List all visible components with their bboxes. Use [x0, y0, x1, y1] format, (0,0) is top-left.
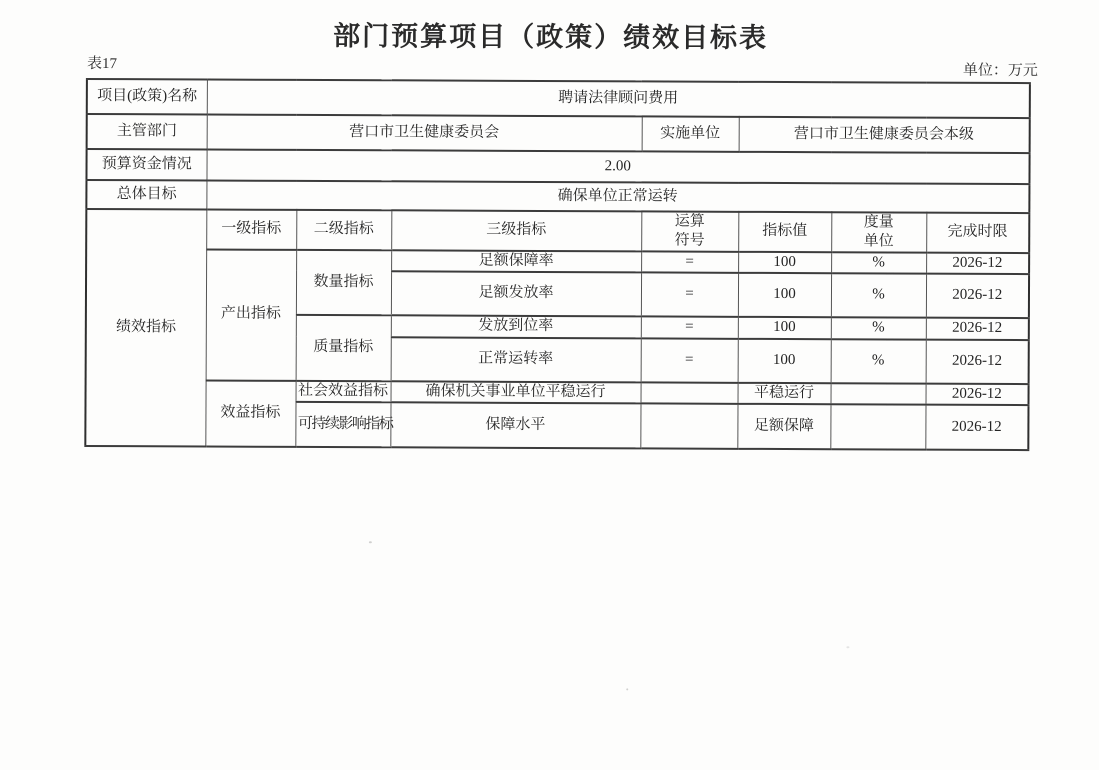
table-row: [86, 379, 1029, 405]
header-operator-line2: 符号: [674, 232, 705, 249]
cell-deadline: 2026-12: [926, 252, 1029, 274]
header-operator-line1: 运算: [674, 213, 705, 230]
cell-deadline: 2026-12: [926, 339, 1029, 383]
cell-indicator-value: 100: [738, 273, 831, 317]
cell-level1-benefit: 效益指标: [205, 380, 295, 447]
unit-note: 单位：万元: [962, 62, 1038, 80]
value-overall-goal: 确保单位正常运转: [206, 181, 1029, 214]
cell-level3: 足额保障率: [391, 250, 641, 273]
cell-level2-social-benefit: 社会效益指标: [296, 380, 391, 402]
cell-indicator-value: 足额保障: [737, 404, 830, 449]
cell-indicator-value: 100: [738, 251, 831, 273]
label-overall-goal: 总体目标: [86, 180, 206, 210]
cell-deadline: 2026-12: [926, 274, 1029, 318]
cell-deadline: 2026-12: [926, 318, 1029, 340]
cell-measure-unit: %: [831, 339, 926, 383]
label-competent-dept: 主管部门: [87, 114, 207, 150]
scan-speck: [369, 541, 372, 543]
value-competent-dept: 营口市卫生健康委员会: [207, 115, 642, 152]
cell-level2-quantity: 数量指标: [296, 249, 391, 315]
cell-measure-unit: [831, 383, 926, 405]
value-budget-funds: 2.00: [206, 150, 1029, 185]
cell-operator: =: [641, 316, 738, 338]
table-row: [86, 248, 1029, 274]
value-project-name: 聘请法律顾问费用: [207, 80, 1030, 119]
cell-operator: [641, 382, 738, 404]
table-row: [87, 114, 1030, 153]
header-measure-unit: [831, 212, 926, 252]
table-row: [86, 149, 1029, 184]
cell-level2-sustainable: 可持续影响指标: [295, 402, 390, 447]
cell-indicator-value: 100: [738, 317, 831, 339]
table-number: 表17: [86, 55, 118, 73]
page-title: 部门预算项目（政策）绩效目标表: [333, 21, 769, 53]
header-measure-unit-line2: 单位: [863, 233, 894, 250]
table-row: [87, 79, 1030, 118]
label-project-name: 项目(政策)名称: [87, 79, 207, 115]
header-level3: 三级指标: [391, 210, 641, 251]
cell-indicator-value: 100: [738, 338, 831, 382]
cell-operator: [640, 403, 737, 448]
header-operator: [641, 211, 738, 251]
cell-level3: 发放到位率: [391, 315, 641, 338]
cell-operator: =: [641, 338, 738, 382]
header-measure-unit-line1: 度量: [863, 214, 894, 231]
cell-operator: =: [641, 272, 738, 316]
header-deadline: 完成时限: [926, 213, 1029, 253]
cell-measure-unit: %: [831, 252, 926, 274]
cell-level2-quality: 质量指标: [296, 315, 391, 381]
cell-level3: 足额发放率: [391, 271, 641, 316]
cell-level3: 正常运转率: [391, 337, 641, 382]
cell-measure-unit: %: [831, 273, 926, 317]
cell-level1-output: 产出指标: [206, 249, 297, 380]
cell-deadline: 2026-12: [926, 383, 1029, 405]
cell-level3: 确保机关事业单位平稳运行: [391, 381, 641, 404]
label-budget-funds: 预算资金情况: [86, 149, 206, 181]
cell-measure-unit: %: [831, 317, 926, 339]
scan-speck: [626, 688, 628, 690]
section-label-performance-indicators: 绩效指标: [85, 209, 206, 447]
header-indicator-value: 指标值: [738, 212, 831, 252]
header-level1: 一级指标: [206, 209, 296, 249]
cell-deadline: 2026-12: [925, 405, 1028, 450]
table-row: [86, 209, 1029, 253]
cell-level3: 保障水平: [390, 402, 640, 448]
cell-measure-unit: [830, 404, 925, 449]
cell-indicator-value: 平稳运行: [738, 382, 831, 404]
scan-speck: [846, 646, 849, 648]
label-impl-unit: 实施单位: [642, 116, 739, 151]
header-level2: 二级指标: [296, 210, 391, 250]
performance-target-table: [84, 78, 1031, 451]
cell-operator: =: [641, 251, 738, 273]
table-row: [86, 180, 1029, 213]
value-impl-unit: 营口市卫生健康委员会本级: [739, 117, 1030, 153]
